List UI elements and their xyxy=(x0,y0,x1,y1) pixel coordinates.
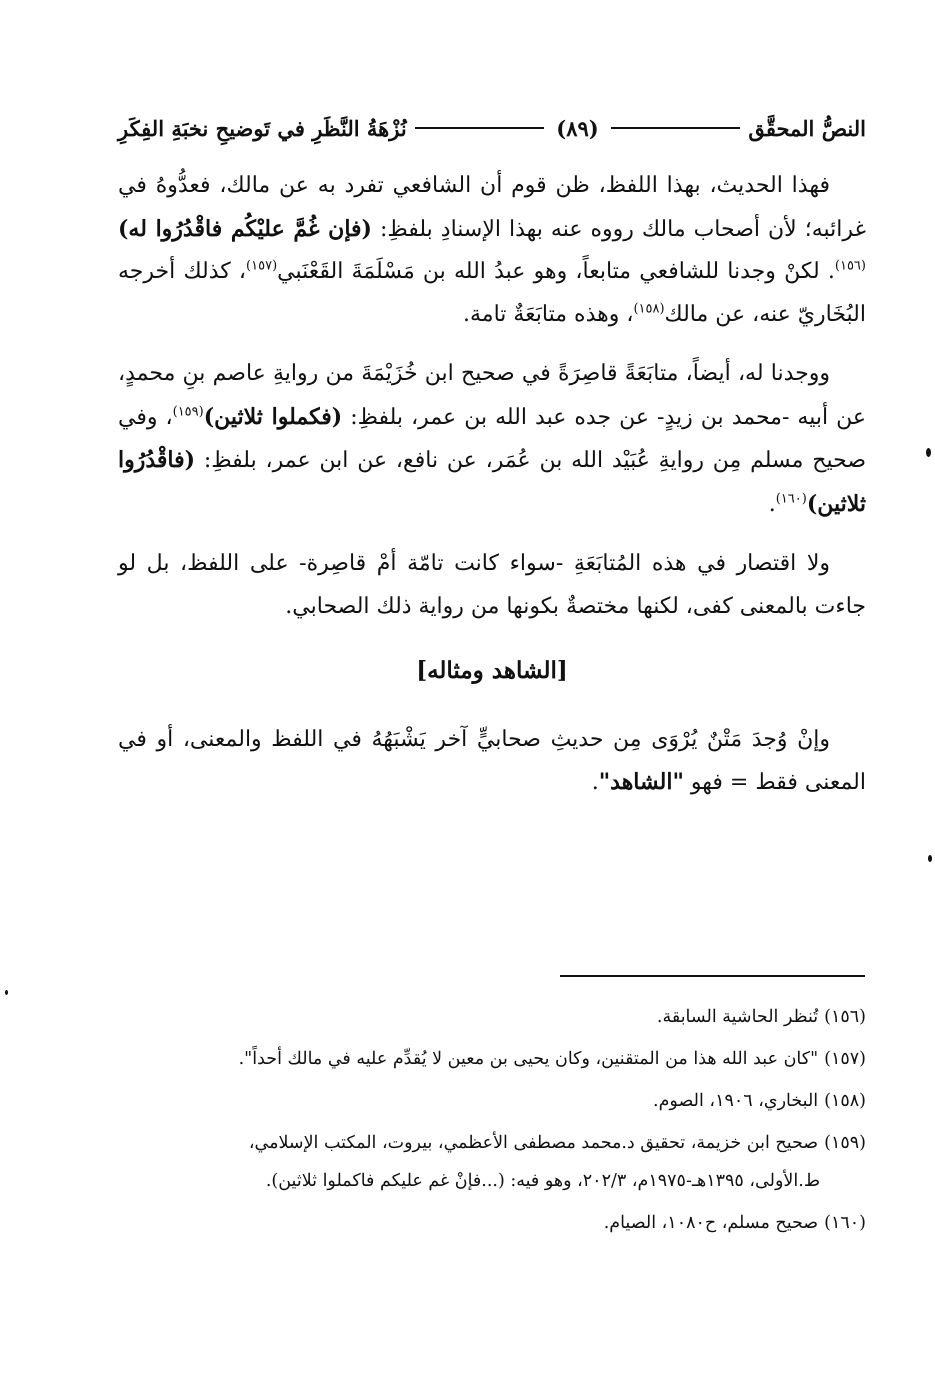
header-rule-right xyxy=(611,127,741,129)
text-run: ، وفي صحيح مسلم مِن روايةِ عُبَيْد الله بن عُمَر، عن نافع، عن ابن عمر، بلفظِ: xyxy=(118,404,866,473)
text-run: ووجدنا له، أيضاً، متابَعَةً قاصِرَةً في صحيح ابن خُزَيْمَةَ من روايةِ عاصم بنِ محمدٍ، عن أبيه -محمد بن زيدٍ- عن جده عبد الله بن عمر، بلفظِ: xyxy=(118,361,866,430)
text-run: . xyxy=(591,770,599,795)
footnote-reference: (١٥٧) xyxy=(246,258,278,274)
footnote-text: صحيح مسلم، ح١٠٨٠، الصيام. xyxy=(603,1213,819,1233)
footnote-number: (١٥٦) xyxy=(824,1007,866,1027)
footnote-number: (١٥٩) xyxy=(824,1133,866,1153)
section-paragraph xyxy=(118,719,866,805)
scan-speck xyxy=(928,855,932,862)
footnote-reference: (١٥٩) xyxy=(172,404,204,420)
footnote-reference: (١٥٨) xyxy=(633,301,665,317)
text-run: فهذا الحديث، بهذا اللفظ، ظن قوم أن الشافعي تفرد به عن مالك، فعدُّوهُ في غرائبه؛ لأن أصحاب مالك رووه عنه بهذا الإسنادِ بلفظِ: xyxy=(118,173,866,242)
footnote xyxy=(118,998,866,1036)
header-rule-left xyxy=(415,127,545,129)
text-run: وإنْ وُجدَ مَتْنٌ يُرْوَى مِن حديثِ صحابيٍّ آخر يَشْبَهُهُ في اللفظ والمعنى، أو في المعنى فقط = فهو xyxy=(118,726,866,795)
main-text xyxy=(118,165,866,822)
footnote-text: "كان عبد الله هذا من المتقنين، وكان يحيى بن معين لا يُقدِّم عليه في مالك أحداً". xyxy=(238,1049,819,1069)
hadith-quote: (فكملوا ثلاثين) xyxy=(203,403,343,430)
footnote-separator xyxy=(560,975,865,977)
scan-speck xyxy=(5,990,8,995)
footnote-text: تُنظر الحاشية السابقة. xyxy=(656,1007,819,1027)
text-run: ، كذلك أخرجه البُخَاريّ عنه، عن مالك xyxy=(118,259,866,327)
text-run: ولا اقتصار في هذه المُتابَعَةِ -سواء كانت تامّة أمْ قاصِرة- على اللفظ، بل لو جاءت بالمعنى كفى، لكنها مختصةٌ بكونها من رواية ذلك الصحابي. xyxy=(118,551,866,619)
footnotes xyxy=(118,998,866,1246)
footnote-reference: (١٦٠) xyxy=(775,491,807,507)
footnote xyxy=(118,1124,866,1162)
header-right-title: النصُّ المحقَّق xyxy=(748,115,866,141)
footnote-number: (١٦٠) xyxy=(824,1213,866,1233)
footnote-number: (١٥٨) xyxy=(824,1091,866,1111)
text-run: ، وهذه متابَعَةٌ تامة. xyxy=(463,301,634,327)
scan-speck xyxy=(926,448,931,457)
page-number: (٨٩) xyxy=(556,115,599,141)
paragraph xyxy=(118,353,866,526)
footnote xyxy=(118,1204,866,1242)
footnote xyxy=(118,1082,866,1120)
footnote-continuation: ط.الأولى، ١٣٩٥هـ-١٩٧٥م، ٢٠٢/٣، وهو فيه: (...فإنْ غم عليكم فاكملوا ثلاثين). xyxy=(265,1171,820,1191)
header-left-title: نُزْهَةُ النَّظَرِ في تَوضيحِ نخبَةِ الفِكَرِ xyxy=(117,115,407,141)
footnote-text: صحيح ابن خزيمة، تحقيق د.محمد مصطفى الأعظمي، بيروت، المكتب الإسلامي، xyxy=(248,1133,819,1153)
footnote-text: البخاري، ١٩٠٦، الصوم. xyxy=(653,1091,819,1111)
text-run: . xyxy=(768,491,776,517)
paragraph xyxy=(118,543,866,628)
footnote-number: (١٥٧) xyxy=(824,1049,866,1069)
section-heading: [الشاهد ومثاله] xyxy=(416,657,568,684)
paragraph xyxy=(118,165,866,336)
text-run: . لكنْ وجدنا للشافعي متابعاً، وهو عبدُ الله بن مَسْلَمَةَ القَعْنَبي xyxy=(277,259,835,284)
footnote-reference: (١٥٦) xyxy=(834,258,866,274)
footnote xyxy=(118,1040,866,1078)
hadith-quote: "الشاهد" xyxy=(598,769,684,795)
hadith-quote: (فاقْدُرُوا ثلاثين) xyxy=(118,447,866,517)
hadith-quote: (فإن غُمَّ عليْكُم فاقْدُرُوا له) xyxy=(118,215,372,242)
running-header xyxy=(118,108,866,148)
